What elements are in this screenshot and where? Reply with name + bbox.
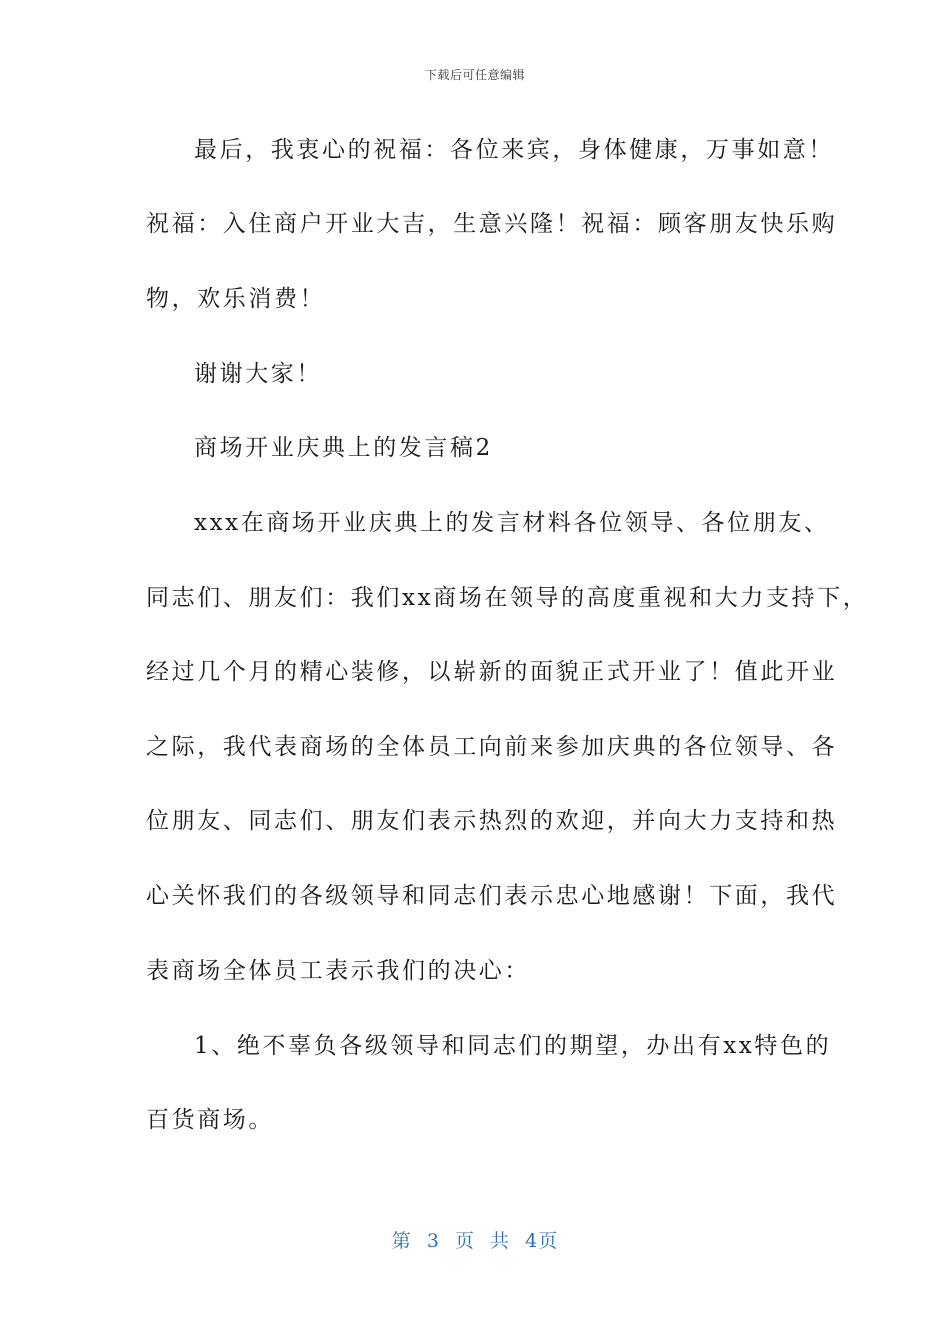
text-line: 心关怀我们的各级领导和同志们表示忠心地感谢！下面，我代 — [146, 883, 838, 909]
text-line: 同志们、朋友们：我们xx商场在领导的高度重视和大力支持下， — [146, 585, 869, 611]
footer-total-pages: 4页 — [525, 1230, 559, 1252]
text-line: 祝福：入住商户开业大吉，生意兴隆！祝福：顾客朋友快乐购 — [146, 211, 838, 237]
footer-page-label: 第 — [391, 1230, 412, 1252]
text-line: 百货商场。 — [146, 1107, 274, 1133]
text-line: 表商场全体员工表示我们的决心： — [146, 958, 530, 984]
text-line: xxx在商场开业庆典上的发言材料各位领导、各位朋友、 — [194, 510, 830, 536]
text-line: 物，欢乐消费！ — [146, 286, 326, 312]
page-header: 下载后可任意编辑 — [424, 68, 525, 82]
text-line: 谢谢大家！ — [194, 361, 322, 387]
text-line: 经过几个月的精心装修，以崭新的面貌正式开业了！值此开业 — [146, 659, 838, 685]
footer-current-page: 3 — [426, 1230, 440, 1252]
footer-total-label: 共 — [490, 1230, 511, 1252]
footer-page-unit: 页 — [454, 1230, 475, 1252]
section-heading: 商场开业庆典上的发言稿2 — [194, 435, 493, 461]
text-line: 位朋友、同志们、朋友们表示热烈的欢迎，并向大力支持和热 — [146, 808, 838, 834]
text-line: 最后，我衷心的祝福：各位来宾，身体健康，万事如意！ — [194, 137, 834, 163]
text-line: 1、绝不辜负各级领导和同志们的期望，办出有xx特色的 — [194, 1033, 832, 1059]
page-footer — [0, 1226, 950, 1253]
text-line: 之际，我代表商场的全体员工向前来参加庆典的各位领导、各 — [146, 734, 838, 760]
